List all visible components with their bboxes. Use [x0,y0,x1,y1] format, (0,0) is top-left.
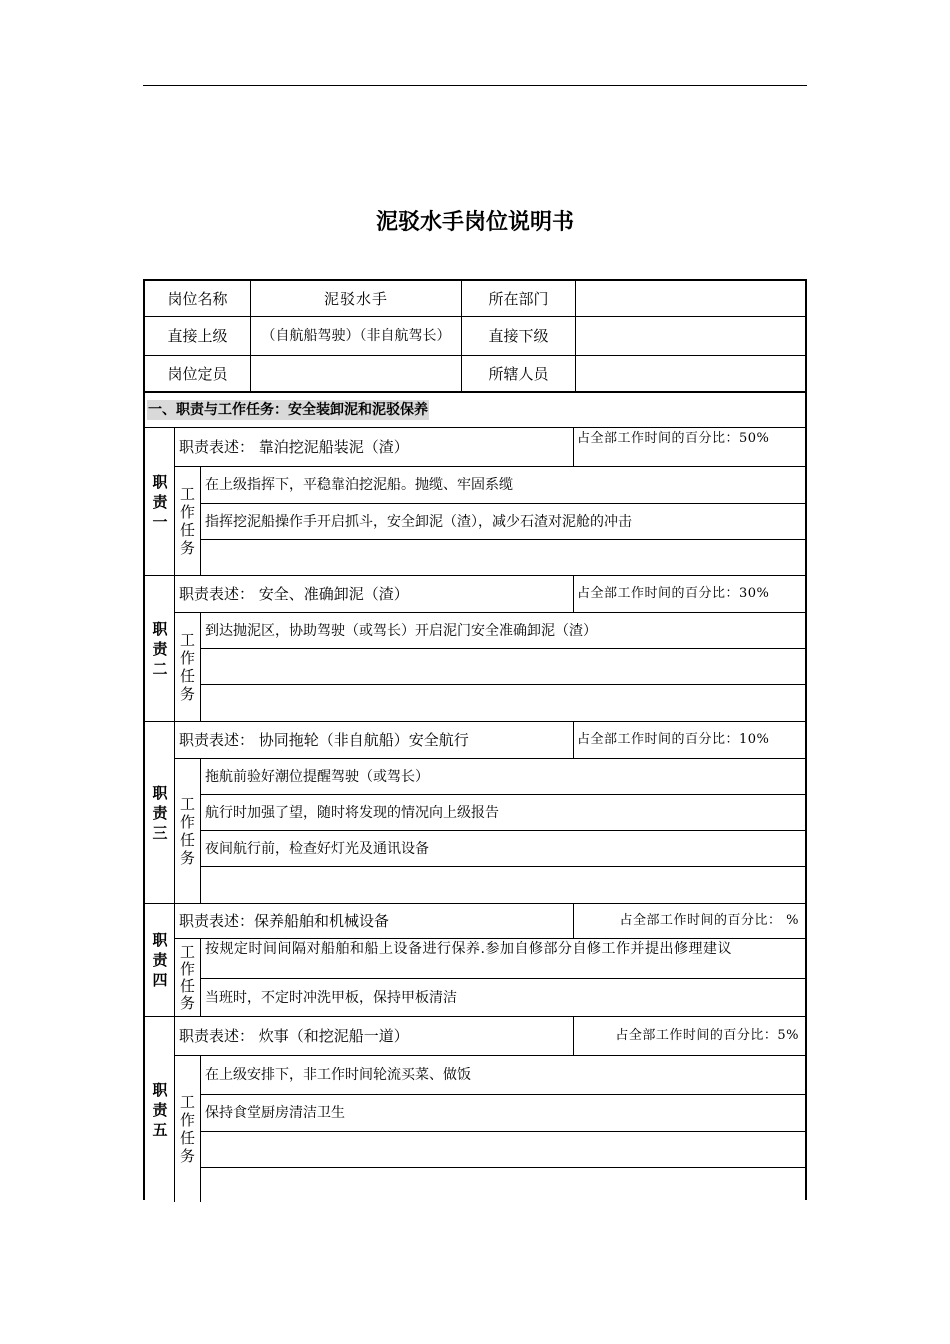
department-value [576,281,805,317]
duty-3-description: 职责表述： 协同拖轮（非自航船）安全航行 [179,731,469,749]
post-name-label: 岗位名称 [167,290,228,308]
duty-4-description: 职责表述：保养船舶和机械设备 [179,912,390,930]
duty-3-task-2: 航行时加强了望，随时将发现的情况向上级报告 [205,804,499,821]
post-name-value: 泥驳水手 [323,290,388,308]
headcount-label: 岗位定员 [167,364,228,383]
subordinate-label: 直接下级 [488,327,549,345]
duty-1-task-3 [201,540,805,575]
duty-2-label: 职责二 [152,619,168,678]
duty-3-task-1: 拖航前验好潮位提醒驾驶（或驾长） [205,768,429,785]
duty-5-label: 职责五 [152,1080,168,1139]
duty-1-description: 职责表述： 靠泊挖泥船装泥（渣） [179,438,409,456]
page-title: 泥驳水手岗位说明书 [375,210,574,235]
duty-3-percent: 占全部工作时间的百分比：10% [577,732,770,747]
duty-4-task-1: 按规定时间间隔对船舶和船上设备进行保养.参加自修部分自修工作并提出修理建议 [205,941,732,957]
duty-1-percent: 占全部工作时间的百分比：50% [577,431,770,446]
duty-1-task-1: 在上级指挥下，平稳靠泊挖泥船。抛缆、牢固系缆 [205,477,513,493]
duty-3-task-4 [201,867,805,903]
duty-5-percent: 占全部工作时间的百分比：5% [615,1028,799,1043]
managed-value [576,356,805,391]
duty-5-task-4 [201,1168,805,1202]
duty-4-percent: 占全部工作时间的百分比： % [619,913,799,928]
headcount-value [251,356,461,391]
duty-2-task-1: 到达抛泥区，协助驾驶（或驾长）开启泥门安全准确卸泥（渣） [205,622,597,639]
duty-5-task-1: 在上级安排下，非工作时间轮流买菜、做饭 [205,1067,471,1083]
duty-2-task-2 [201,649,805,684]
header-rule [143,85,807,86]
subordinate-value [576,317,805,355]
duty-1-task-label: 工作任务 [179,485,195,557]
duty-4-task-label: 工作任务 [179,942,195,1012]
duty-2-percent: 占全部工作时间的百分比：30% [577,586,770,601]
duty-1-label: 职责一 [152,472,168,531]
managed-label: 所辖人员 [488,364,549,383]
duty-5-task-3 [201,1132,805,1167]
duty-4-label: 职责四 [152,931,168,989]
section-heading: 一、职责与工作任务：安全装卸泥和泥驳保养 [148,402,428,418]
duty-4-task-2: 当班时，不定时冲洗甲板，保持甲板清洁 [205,989,457,1006]
superior-label: 直接上级 [167,327,228,345]
duty-5-task-2: 保持食堂厨房清洁卫生 [205,1105,345,1121]
duty-3-label: 职责三 [152,783,168,842]
duty-2-task-3 [201,685,805,721]
department-label: 所在部门 [488,290,549,308]
duty-1-task-2: 指挥挖泥船操作手开启抓斗，安全卸泥（渣），减少石渣对泥舱的冲击 [205,513,632,530]
duty-3-task-3: 夜间航行前，检查好灯光及通讯设备 [205,840,429,857]
duty-2-description: 职责表述： 安全、准确卸泥（渣） [179,585,409,603]
duty-2-task-label: 工作任务 [179,631,195,703]
superior-value: （自航船驾驶）（非自航驾长） [261,327,451,344]
duty-3-task-label: 工作任务 [179,795,195,867]
duty-5-description: 职责表述： 炊事（和挖泥船一道） [179,1027,409,1045]
duty-5-task-label: 工作任务 [179,1093,195,1165]
job-description-table [143,279,807,1200]
